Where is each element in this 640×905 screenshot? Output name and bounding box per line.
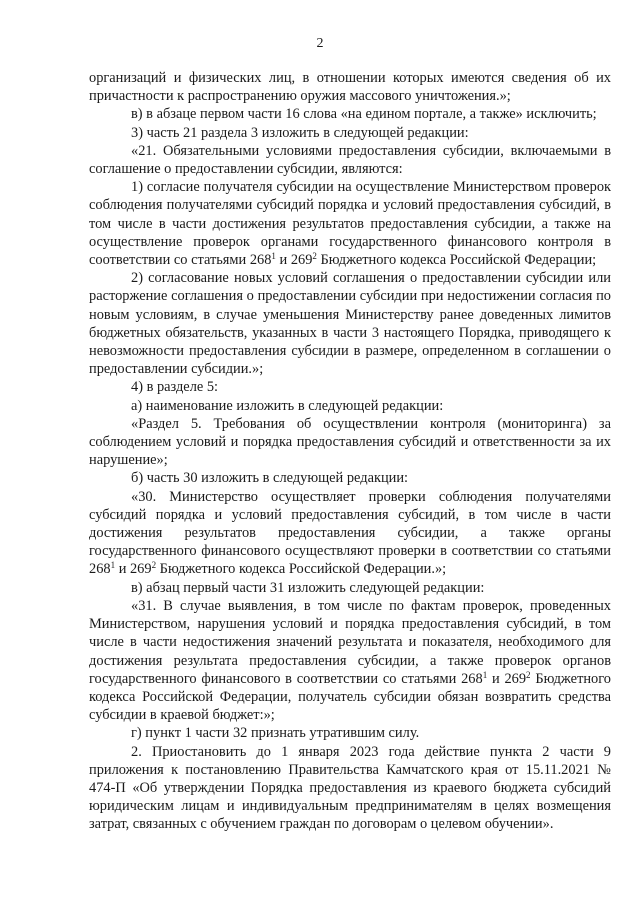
paragraph-5 bbox=[89, 269, 611, 378]
paragraph-3 bbox=[89, 142, 611, 178]
paragraph-text: «31. В случае выявления, в том числе по фактам проверок, проведенных Министерством, нарушения условий и порядка предоставления субсидий, в том числе в части недостижения значений результата и показателя, необходимого для достижения результата предоставления субсидии, а также проверок органов государственного финансового в соответствии со статьями 268 bbox=[89, 597, 611, 687]
paragraph-11 bbox=[89, 579, 611, 597]
paragraph-text: 3) часть 21 раздела 3 изложить в следующей редакции: bbox=[131, 124, 469, 141]
paragraph-13 bbox=[89, 724, 611, 742]
paragraph-text: «21. Обязательными условиями предоставления субсидии, включаемыми в соглашение о предоставлении субсидии, являются: bbox=[89, 142, 611, 178]
paragraph-14 bbox=[89, 743, 611, 834]
paragraph-2 bbox=[89, 124, 611, 142]
paragraph-text: б) часть 30 изложить в следующей редакции: bbox=[131, 470, 409, 487]
paragraph-8 bbox=[89, 415, 611, 470]
paragraph-text: «Раздел 5. Требования об осуществлении контроля (мониторинга) за соблюдением условий и порядка предоставления субсидий и ответственности за их нарушение»; bbox=[89, 415, 611, 469]
superscript: 2 bbox=[312, 251, 317, 262]
paragraph-text: и 269 bbox=[275, 252, 313, 269]
paragraph-text: 4) в разделе 5: bbox=[131, 379, 219, 396]
paragraph-text: Бюджетного кодекса Российской Федерации; bbox=[316, 252, 597, 269]
paragraph-12 bbox=[89, 597, 611, 724]
paragraph-4 bbox=[89, 178, 611, 269]
paragraph-text: 1) согласие получателя субсидии на осуществление Министерством проверок соблюдения получателями субсидий порядка и условий предоставления субсидий, в том числе в части достижения результатов предоставления субсидии, а также на осуществление проверок органами государственного финансового контроля в соответствии со статьями 268 bbox=[89, 179, 611, 269]
paragraph-1 bbox=[89, 105, 611, 123]
superscript: 1 bbox=[271, 251, 276, 262]
page-number: 2 bbox=[316, 36, 324, 51]
paragraph-text: и 269 bbox=[115, 561, 152, 578]
paragraph-text: г) пункт 1 части 32 признать утратившим силу. bbox=[131, 725, 420, 742]
superscript: 2 bbox=[526, 669, 531, 680]
paragraph-text: 2) согласование новых условий соглашения о предоставлении субсидии или расторжение соглашения о предоставлении субсидии при недостижении согласия по новым условиям, в случае уменьшения Министерству ранее доведенных лимитов бюджетных обязательств, указанных в части 3 настоящего Порядка, приводящего к невозможности предоставления субсидии в размере, определенном в соглашении о предоставлении субсидии.»; bbox=[89, 270, 611, 378]
paragraph-0 bbox=[89, 69, 611, 105]
superscript: 2 bbox=[151, 560, 157, 571]
superscript: 1 bbox=[110, 560, 116, 571]
paragraph-9 bbox=[89, 469, 611, 487]
document-body bbox=[89, 69, 611, 834]
paragraph-text: в) абзац первый части 31 изложить следующей редакции: bbox=[131, 579, 485, 596]
paragraph-text: а) наименование изложить в следующей редакции: bbox=[131, 397, 444, 414]
paragraph-text: «30. Министерство осуществляет проверки соблюдения получателями субсидий порядка и условий предоставления субсидий, в том числе в части достижения результатов предоставления субсидии, а также органы государственного финансового осуществляют проверки в соответствии со статьями 268 bbox=[89, 488, 611, 578]
paragraph-10 bbox=[89, 488, 611, 579]
paragraph-text: 2. Приостановить до 1 января 2023 года действие пункта 2 части 9 приложения к постановлению Правительства Камчатского края от 15.11.2021 № 474-П «Об утверждении Порядка предоставления из краевого бюджета субсидий юридическим лицам и индивидуальным предпринимателям в целях возмещения затрат, связанных с обучением граждан по договорам о целевом обучении». bbox=[89, 743, 611, 833]
paragraph-7 bbox=[89, 397, 611, 415]
paragraph-text: в) в абзаце первом части 16 слова «на едином портале, а также» исключить; bbox=[131, 106, 597, 123]
paragraph-text: Бюджетного кодекса Российской Федерации.»; bbox=[156, 561, 447, 578]
paragraph-text: и 269 bbox=[487, 670, 527, 687]
paragraph-6 bbox=[89, 378, 611, 396]
paragraph-text: Бюджетного кодекса Российской Федерации, получатель субсидии обязан возвратить средства субсидии в краевой бюджет:»; bbox=[89, 670, 611, 724]
superscript: 1 bbox=[482, 669, 488, 680]
paragraph-text: организаций и физических лиц, в отношении которых имеются сведения об их причастности к распространению оружия массового уничтожения.»; bbox=[89, 70, 611, 105]
